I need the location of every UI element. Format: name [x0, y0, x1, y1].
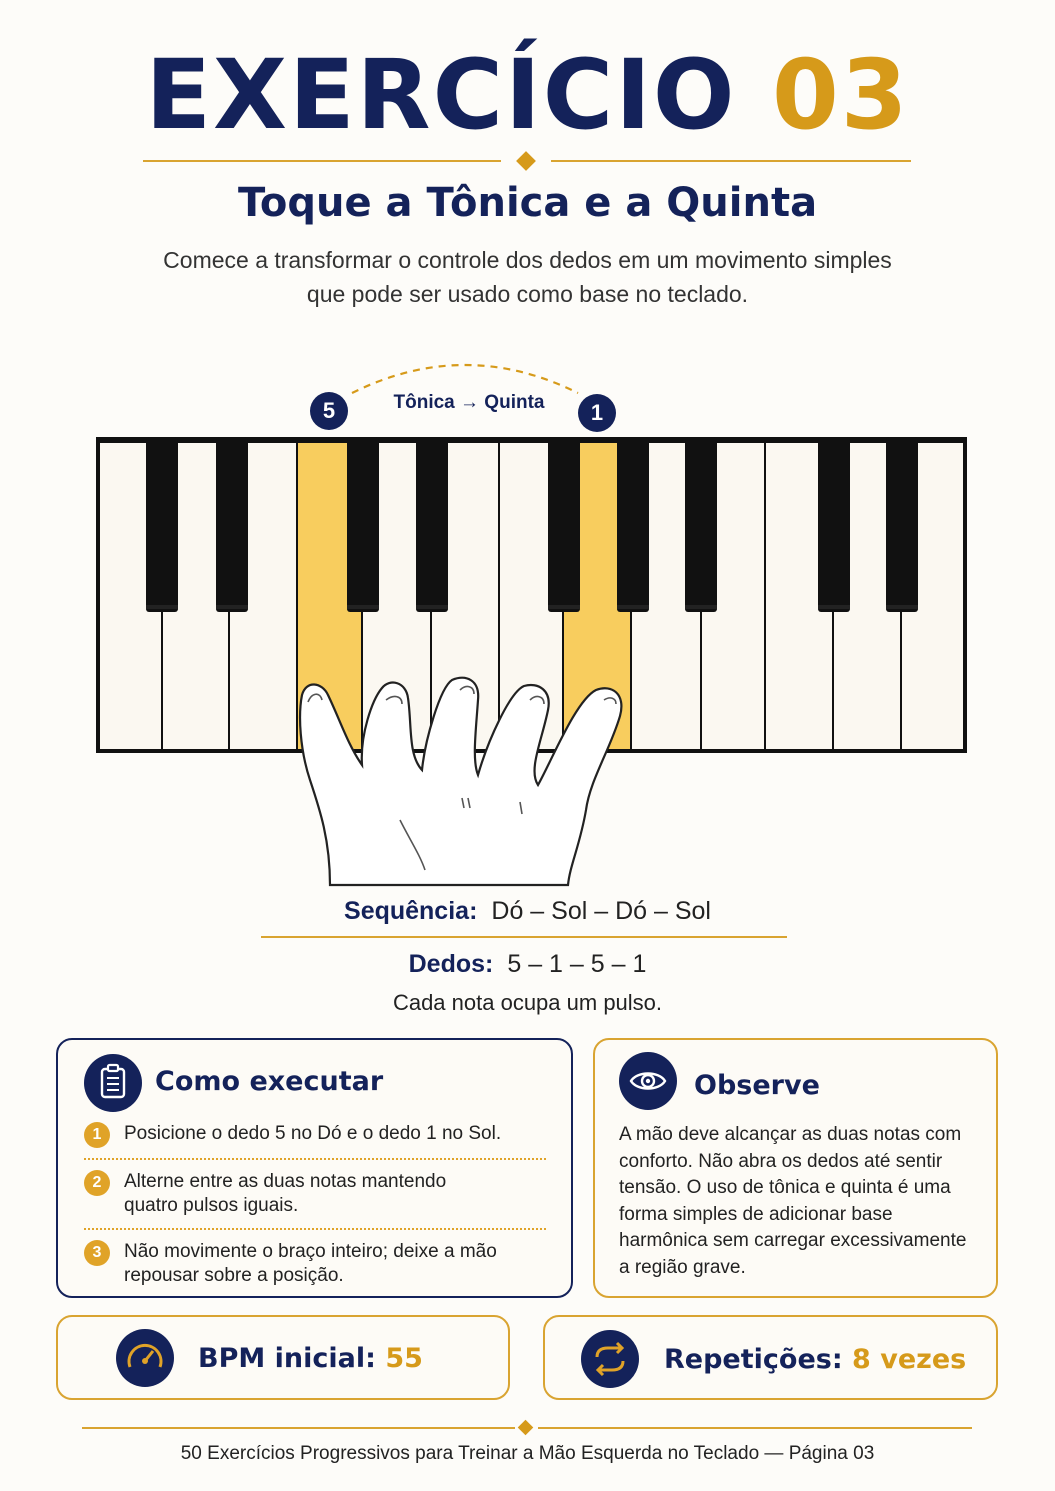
- intro-text: Comece a transformar o controle dos dedos em um movimento simples que pode ser usado como base no teclado.: [163, 247, 892, 307]
- black-key: [617, 437, 649, 612]
- step-number: 2: [84, 1170, 110, 1196]
- repetitions-label: Repetições:: [664, 1344, 843, 1375]
- how-to-title: Como executar: [155, 1066, 384, 1097]
- repetitions-line: [664, 1344, 966, 1375]
- observe-title: Observe: [694, 1070, 820, 1101]
- speedometer-icon: [116, 1329, 174, 1387]
- black-key: [146, 437, 178, 612]
- observe-text: A mão deve alcançar as duas notas com conforto. Não abra os dedos até sentir tensão. O uso de tônica e quinta é uma forma simples de adicionar base harmônica sem carregar excessivamente a região grave.: [619, 1124, 967, 1278]
- black-key: [216, 437, 248, 612]
- observe-card: [593, 1038, 998, 1298]
- title-divider-right: [551, 160, 911, 162]
- black-key: [548, 437, 580, 612]
- step-text: Alterne entre as duas notas mantendo quatro pulsos iguais.: [124, 1171, 447, 1216]
- eye-icon: [619, 1052, 677, 1110]
- finger-badge-1: 1: [578, 394, 616, 432]
- step-separator: [84, 1228, 546, 1230]
- footer-divider-right: [538, 1427, 972, 1429]
- subtitle: Toque a Tônica e a Quinta: [237, 180, 818, 226]
- footer-diamond: [518, 1420, 534, 1436]
- step-2: [84, 1170, 464, 1218]
- fingers-line: [0, 950, 1055, 979]
- bpm-value: 55: [385, 1343, 423, 1374]
- fingers-label: Dedos:: [408, 950, 494, 978]
- step-text: Não movimente o braço inteiro; deixe a mão repousar sobre a posição.: [124, 1241, 497, 1286]
- fingers-value: 5 – 1 – 5 – 1: [507, 950, 647, 978]
- repeat-icon: [581, 1330, 639, 1388]
- clipboard-icon: [84, 1054, 142, 1112]
- step-text: Posicione o dedo 5 no Dó e o dedo 1 no Sol.: [124, 1123, 502, 1144]
- pulse-note: Cada nota ocupa um pulso.: [392, 990, 663, 1015]
- finger-badge-5: 5: [310, 392, 348, 430]
- black-key: [886, 437, 918, 612]
- footer-divider-left: [82, 1427, 515, 1429]
- step-number: 1: [84, 1122, 110, 1148]
- footer-text: 50 Exercícios Progressivos para Treinar a Mão Esquerda no Teclado — Página 03: [180, 1443, 875, 1464]
- bpm-label: BPM inicial:: [198, 1343, 376, 1374]
- title-divider-left: [143, 160, 501, 162]
- repetitions-value: 8 vezes: [852, 1344, 967, 1375]
- diamond-ornament: [516, 151, 536, 171]
- step-separator: [84, 1158, 546, 1160]
- sequence-value: Dó – Sol – Dó – Sol: [491, 897, 711, 925]
- sequence-label: Sequência:: [344, 897, 478, 925]
- black-key: [818, 437, 850, 612]
- repetitions-card: [543, 1315, 998, 1400]
- black-key: [416, 437, 448, 612]
- title-word: EXERCÍCIO: [145, 39, 737, 151]
- hand-illustration: [290, 670, 650, 890]
- step-1: [84, 1122, 554, 1148]
- title-number: 03: [771, 39, 910, 151]
- black-key: [347, 437, 379, 612]
- step-number: 3: [84, 1240, 110, 1266]
- black-key: [685, 437, 717, 612]
- arc-label: Tônica → Quinta: [393, 392, 545, 413]
- step-3: [84, 1240, 504, 1288]
- page-title: [0, 40, 1055, 150]
- sequence-divider: [261, 936, 787, 938]
- how-to-card: [56, 1038, 573, 1298]
- bpm-line: [198, 1343, 423, 1374]
- sequence-line: [0, 897, 1055, 926]
- bpm-card: [56, 1315, 510, 1400]
